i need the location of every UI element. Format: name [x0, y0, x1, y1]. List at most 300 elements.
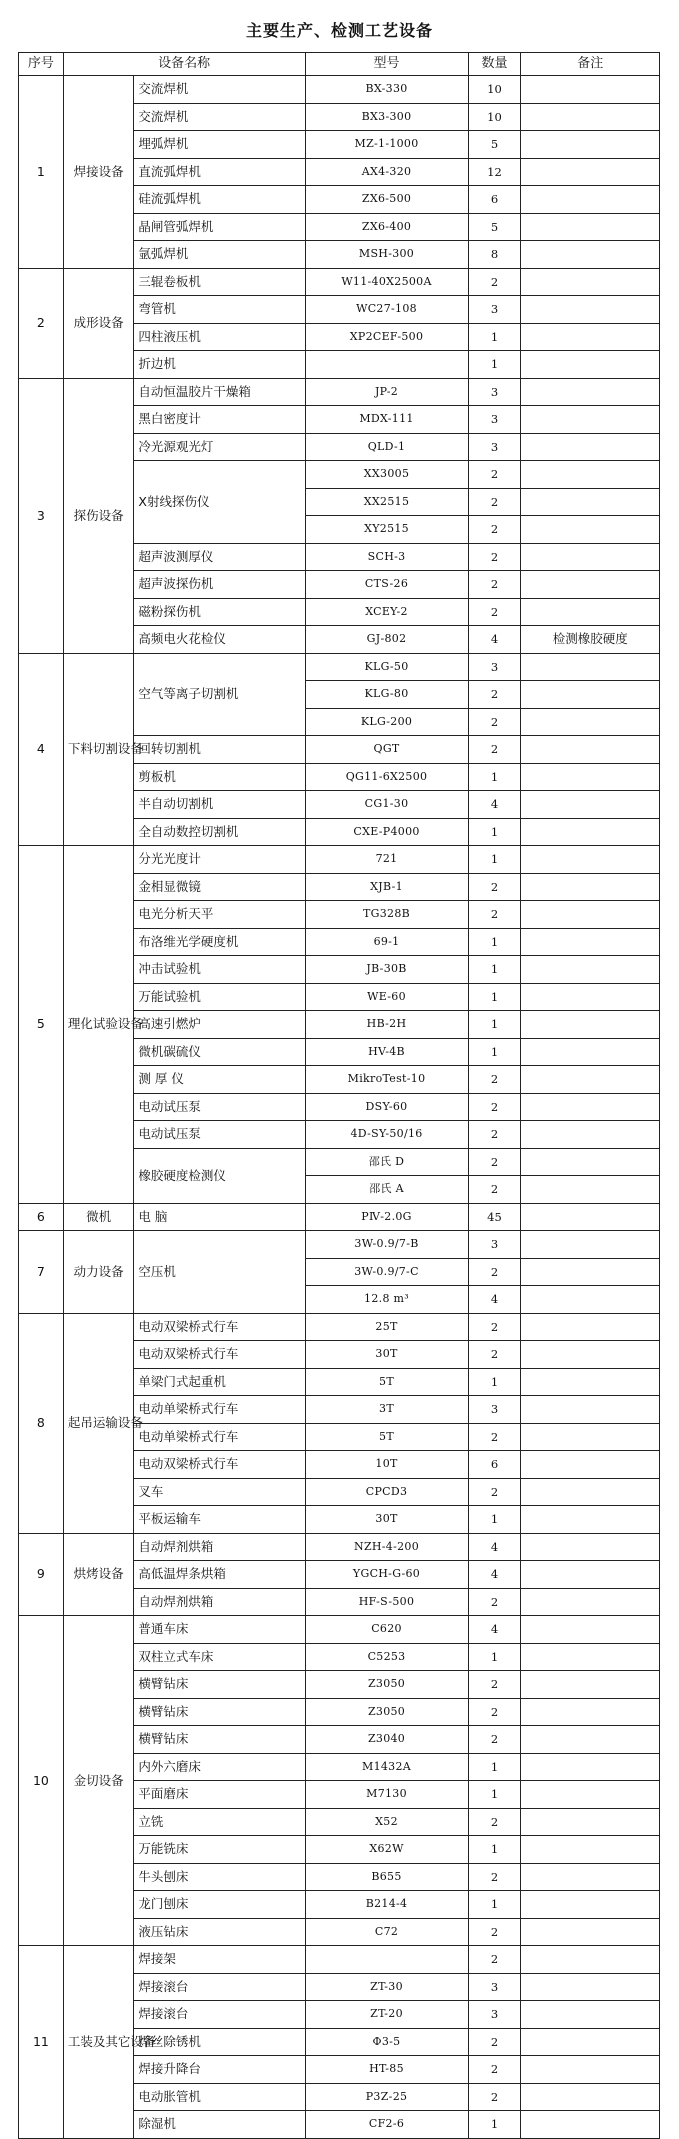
equipment-quantity: 2: [468, 1176, 521, 1204]
equipment-remark: [521, 1258, 660, 1286]
equipment-remark: [521, 763, 660, 791]
equipment-quantity: 3: [468, 653, 521, 681]
equipment-model: X62W: [305, 1836, 468, 1864]
equipment-remark: [521, 598, 660, 626]
equipment-quantity: 2: [468, 1588, 521, 1616]
equipment-name: 自动焊剂烘箱: [134, 1588, 305, 1616]
group-number: 4: [19, 653, 64, 846]
equipment-model: 3T: [305, 1396, 468, 1424]
equipment-model: XCEY-2: [305, 598, 468, 626]
equipment-remark: [521, 186, 660, 214]
equipment-name: 高速引燃炉: [134, 1011, 305, 1039]
equipment-name: 普通车床: [134, 1616, 305, 1644]
equipment-quantity: 2: [468, 1808, 521, 1836]
equipment-quantity: 4: [468, 1286, 521, 1314]
equipment-remark: [521, 1616, 660, 1644]
equipment-quantity: 1: [468, 1836, 521, 1864]
equipment-remark: [521, 956, 660, 984]
equipment-quantity: 2: [468, 1671, 521, 1699]
equipment-model: 10T: [305, 1451, 468, 1479]
equipment-model: 721: [305, 846, 468, 874]
equipment-remark: [521, 158, 660, 186]
table-row: [19, 378, 660, 406]
equipment-name: 弯管机: [134, 296, 305, 324]
equipment-quantity: 2: [468, 1093, 521, 1121]
equipment-quantity: 2: [468, 1258, 521, 1286]
equipment-remark: [521, 1038, 660, 1066]
equipment-quantity: 3: [468, 1231, 521, 1259]
equipment-model: XX2515: [305, 488, 468, 516]
equipment-remark: [521, 1203, 660, 1231]
equipment-remark: [521, 1506, 660, 1534]
equipment-remark: [521, 1863, 660, 1891]
equipment-quantity: 4: [468, 626, 521, 654]
equipment-quantity: 2: [468, 1423, 521, 1451]
header-model: 型号: [305, 53, 468, 76]
equipment-quantity: 2: [468, 516, 521, 544]
equipment-remark: [521, 846, 660, 874]
equipment-name: 电动试压泵: [134, 1121, 305, 1149]
equipment-model: B655: [305, 1863, 468, 1891]
equipment-quantity: 2: [468, 1863, 521, 1891]
equipment-model: HV-4B: [305, 1038, 468, 1066]
equipment-remark: [521, 653, 660, 681]
group-number: 8: [19, 1313, 64, 1533]
equipment-model: PⅣ-2.0G: [305, 1203, 468, 1231]
header-row: [19, 53, 660, 76]
equipment-quantity: 3: [468, 1396, 521, 1424]
group-number: 1: [19, 76, 64, 269]
equipment-name: 空压机: [134, 1231, 305, 1314]
equipment-remark: [521, 488, 660, 516]
equipment-model: QLD-1: [305, 433, 468, 461]
header-qty: 数量: [468, 53, 521, 76]
table-row: [19, 1946, 660, 1974]
equipment-quantity: 2: [468, 681, 521, 709]
equipment-model: ZT-30: [305, 1973, 468, 2001]
equipment-name: 万能铣床: [134, 1836, 305, 1864]
equipment-remark: [521, 2028, 660, 2056]
equipment-name: 剪板机: [134, 763, 305, 791]
equipment-model: JB-30B: [305, 956, 468, 984]
equipment-model: AX4-320: [305, 158, 468, 186]
equipment-model: WE-60: [305, 983, 468, 1011]
equipment-quantity: 1: [468, 2111, 521, 2139]
equipment-model: W11-40X2500A: [305, 268, 468, 296]
equipment-remark: [521, 873, 660, 901]
equipment-quantity: 2: [468, 901, 521, 929]
equipment-name: 氩弧焊机: [134, 241, 305, 269]
group-number: 9: [19, 1533, 64, 1616]
equipment-model: CTS-26: [305, 571, 468, 599]
equipment-remark: [521, 516, 660, 544]
equipment-name: 埋弧焊机: [134, 131, 305, 159]
equipment-quantity: 12: [468, 158, 521, 186]
table-row: [19, 1231, 660, 1259]
equipment-quantity: 1: [468, 928, 521, 956]
equipment-name: 全自动数控切割机: [134, 818, 305, 846]
equipment-remark: [521, 2083, 660, 2111]
equipment-model: SCH-3: [305, 543, 468, 571]
equipment-quantity: 45: [468, 1203, 521, 1231]
equipment-name: 电动试压泵: [134, 1093, 305, 1121]
equipment-model: KLG-80: [305, 681, 468, 709]
equipment-name: 龙门刨床: [134, 1891, 305, 1919]
equipment-name: 电动双梁桥式行车: [134, 1341, 305, 1369]
equipment-remark: [521, 681, 660, 709]
equipment-remark: [521, 1093, 660, 1121]
group-category: 探伤设备: [63, 378, 134, 653]
equipment-name: 三辊卷板机: [134, 268, 305, 296]
equipment-remark: [521, 2001, 660, 2029]
equipment-model: BX3-300: [305, 103, 468, 131]
equipment-name: 微机碳硫仪: [134, 1038, 305, 1066]
equipment-quantity: 2: [468, 488, 521, 516]
equipment-quantity: 10: [468, 76, 521, 104]
equipment-quantity: 1: [468, 983, 521, 1011]
equipment-name: 交流焊机: [134, 103, 305, 131]
equipment-model: KLG-50: [305, 653, 468, 681]
equipment-remark: [521, 818, 660, 846]
equipment-model: C620: [305, 1616, 468, 1644]
equipment-name: 高频电火花检仪: [134, 626, 305, 654]
equipment-model: [305, 351, 468, 379]
equipment-remark: [521, 736, 660, 764]
equipment-remark: [521, 1973, 660, 2001]
equipment-model: Z3040: [305, 1726, 468, 1754]
equipment-model: 69-1: [305, 928, 468, 956]
equipment-name: 自动恒温胶片干燥箱: [134, 378, 305, 406]
equipment-remark: [521, 433, 660, 461]
equipment-remark: [521, 708, 660, 736]
equipment-remark: [521, 1753, 660, 1781]
equipment-name: 叉车: [134, 1478, 305, 1506]
equipment-model: MZ-1-1000: [305, 131, 468, 159]
equipment-name: 超声波测厚仪: [134, 543, 305, 571]
equipment-name: 焊丝除锈机: [134, 2028, 305, 2056]
equipment-quantity: 1: [468, 846, 521, 874]
equipment-remark: [521, 1891, 660, 1919]
equipment-name: 黑白密度计: [134, 406, 305, 434]
equipment-name: 横臂钻床: [134, 1698, 305, 1726]
equipment-quantity: 1: [468, 818, 521, 846]
equipment-model: 30T: [305, 1506, 468, 1534]
equipment-remark: [521, 571, 660, 599]
equipment-remark: [521, 1918, 660, 1946]
table-body: [19, 76, 660, 2139]
equipment-remark: [521, 1561, 660, 1589]
equipment-remark: [521, 131, 660, 159]
equipment-remark: [521, 1726, 660, 1754]
equipment-remark: [521, 1341, 660, 1369]
equipment-remark: [521, 378, 660, 406]
equipment-quantity: 2: [468, 598, 521, 626]
group-category: 理化试验设备: [63, 846, 134, 1204]
equipment-name: 四柱液压机: [134, 323, 305, 351]
equipment-remark: [521, 1808, 660, 1836]
equipment-model: CF2-6: [305, 2111, 468, 2139]
group-number: 10: [19, 1616, 64, 1946]
equipment-name: 磁粉探伤机: [134, 598, 305, 626]
equipment-name: 冷光源观光灯: [134, 433, 305, 461]
equipment-model: XY2515: [305, 516, 468, 544]
group-number: 7: [19, 1231, 64, 1314]
equipment-model: TG328B: [305, 901, 468, 929]
equipment-name: 电动胀管机: [134, 2083, 305, 2111]
equipment-quantity: 4: [468, 791, 521, 819]
equipment-remark: [521, 1011, 660, 1039]
equipment-model: Z3050: [305, 1698, 468, 1726]
group-number: 2: [19, 268, 64, 378]
equipment-model: 5T: [305, 1423, 468, 1451]
equipment-remark: [521, 1066, 660, 1094]
equipment-remark: [521, 1698, 660, 1726]
equipment-quantity: 3: [468, 406, 521, 434]
equipment-name: 平面磨床: [134, 1781, 305, 1809]
equipment-remark: [521, 76, 660, 104]
equipment-model: XP2CEF-500: [305, 323, 468, 351]
equipment-remark: [521, 1643, 660, 1671]
equipment-quantity: 8: [468, 241, 521, 269]
equipment-name: 金相显微镜: [134, 873, 305, 901]
equipment-name: 内外六磨床: [134, 1753, 305, 1781]
equipment-name: 电动双梁桥式行车: [134, 1313, 305, 1341]
equipment-model: 邵氏 D: [305, 1148, 468, 1176]
equipment-name: 冲击试验机: [134, 956, 305, 984]
equipment-quantity: 2: [468, 1698, 521, 1726]
equipment-remark: [521, 1148, 660, 1176]
equipment-model: QGT: [305, 736, 468, 764]
equipment-quantity: 2: [468, 1313, 521, 1341]
group-category: 焊接设备: [63, 76, 134, 269]
equipment-remark: [521, 1121, 660, 1149]
equipment-model: Φ3-5: [305, 2028, 468, 2056]
equipment-name: 交流焊机: [134, 76, 305, 104]
equipment-model: 4D-SY-50/16: [305, 1121, 468, 1149]
equipment-quantity: 1: [468, 1643, 521, 1671]
equipment-model: ZT-20: [305, 2001, 468, 2029]
equipment-name: 万能试验机: [134, 983, 305, 1011]
equipment-quantity: 2: [468, 461, 521, 489]
equipment-name: 电 脑: [134, 1203, 305, 1231]
equipment-model: JP-2: [305, 378, 468, 406]
group-category: 工装及其它设备: [63, 1946, 134, 2139]
equipment-model: HF-S-500: [305, 1588, 468, 1616]
equipment-quantity: 2: [468, 2028, 521, 2056]
group-category: 烘烤设备: [63, 1533, 134, 1616]
equipment-model: XJB-1: [305, 873, 468, 901]
equipment-name: 电动双梁桥式行车: [134, 1451, 305, 1479]
equipment-model: BX-330: [305, 76, 468, 104]
equipment-remark: [521, 2111, 660, 2139]
equipment-name: 焊接滚台: [134, 2001, 305, 2029]
equipment-name: 横臂钻床: [134, 1671, 305, 1699]
equipment-quantity: 2: [468, 268, 521, 296]
equipment-quantity: 2: [468, 1066, 521, 1094]
equipment-name: 除湿机: [134, 2111, 305, 2139]
equipment-quantity: 4: [468, 1533, 521, 1561]
table-row: [19, 1203, 660, 1231]
equipment-quantity: 1: [468, 1038, 521, 1066]
equipment-name: 空气等离子切割机: [134, 653, 305, 736]
equipment-model: M7130: [305, 1781, 468, 1809]
equipment-model: 5T: [305, 1368, 468, 1396]
equipment-model: CG1-30: [305, 791, 468, 819]
equipment-name: 回转切割机: [134, 736, 305, 764]
equipment-quantity: 2: [468, 736, 521, 764]
equipment-remark: [521, 1533, 660, 1561]
equipment-remark: [521, 1588, 660, 1616]
equipment-remark: [521, 1451, 660, 1479]
equipment-quantity: 3: [468, 1973, 521, 2001]
equipment-quantity: 2: [468, 1341, 521, 1369]
equipment-remark: [521, 406, 660, 434]
equipment-name: 焊接架: [134, 1946, 305, 1974]
equipment-model: ZX6-500: [305, 186, 468, 214]
equipment-quantity: 2: [468, 1918, 521, 1946]
equipment-name: 平板运输车: [134, 1506, 305, 1534]
equipment-model: MikroTest-10: [305, 1066, 468, 1094]
equipment-remark: [521, 1396, 660, 1424]
equipment-quantity: 1: [468, 1506, 521, 1534]
equipment-model: P3Z-25: [305, 2083, 468, 2111]
equipment-quantity: 1: [468, 763, 521, 791]
equipment-name: 牛头刨床: [134, 1863, 305, 1891]
equipment-model: 邵氏 A: [305, 1176, 468, 1204]
equipment-name: 横臂钻床: [134, 1726, 305, 1754]
equipment-name: 电动单梁桥式行车: [134, 1423, 305, 1451]
equipment-quantity: 1: [468, 1753, 521, 1781]
equipment-model: MSH-300: [305, 241, 468, 269]
equipment-remark: [521, 928, 660, 956]
equipment-name: 晶闸管弧焊机: [134, 213, 305, 241]
equipment-name: 双柱立式车床: [134, 1643, 305, 1671]
table-row: [19, 653, 660, 681]
equipment-remark: [521, 1313, 660, 1341]
equipment-name: 电光分析天平: [134, 901, 305, 929]
equipment-model: Z3050: [305, 1671, 468, 1699]
equipment-model: GJ-802: [305, 626, 468, 654]
equipment-model: DSY-60: [305, 1093, 468, 1121]
equipment-remark: [521, 901, 660, 929]
equipment-name: 分光光度计: [134, 846, 305, 874]
equipment-quantity: 2: [468, 2083, 521, 2111]
equipment-remark: [521, 1478, 660, 1506]
equipment-model: 12.8 m³: [305, 1286, 468, 1314]
equipment-table: [18, 52, 660, 2139]
equipment-quantity: 1: [468, 1368, 521, 1396]
equipment-remark: [521, 1368, 660, 1396]
equipment-model: 25T: [305, 1313, 468, 1341]
equipment-model: WC27-108: [305, 296, 468, 324]
table-row: [19, 1313, 660, 1341]
equipment-remark: [521, 213, 660, 241]
equipment-quantity: 3: [468, 433, 521, 461]
equipment-remark: [521, 296, 660, 324]
equipment-model: ZX6-400: [305, 213, 468, 241]
equipment-model: CXE-P4000: [305, 818, 468, 846]
group-category: 下料切割设备: [63, 653, 134, 846]
table-row: [19, 1616, 660, 1644]
equipment-quantity: 4: [468, 1561, 521, 1589]
equipment-model: [305, 1946, 468, 1974]
group-number: 3: [19, 378, 64, 653]
equipment-name: 折边机: [134, 351, 305, 379]
equipment-remark: [521, 323, 660, 351]
equipment-remark: [521, 1423, 660, 1451]
equipment-name: 布洛维光学硬度机: [134, 928, 305, 956]
header-no: 序号: [19, 53, 64, 76]
group-number: 11: [19, 1946, 64, 2139]
equipment-name: X射线探伤仪: [134, 461, 305, 544]
equipment-quantity: 2: [468, 2056, 521, 2084]
group-number: 6: [19, 1203, 64, 1231]
equipment-quantity: 2: [468, 1946, 521, 1974]
equipment-quantity: 1: [468, 1781, 521, 1809]
equipment-quantity: 6: [468, 186, 521, 214]
group-category: 成形设备: [63, 268, 134, 378]
equipment-remark: [521, 2056, 660, 2084]
equipment-model: CPCD3: [305, 1478, 468, 1506]
equipment-name: 自动焊剂烘箱: [134, 1533, 305, 1561]
equipment-model: MDX-111: [305, 406, 468, 434]
equipment-remark: [521, 1836, 660, 1864]
equipment-quantity: 5: [468, 213, 521, 241]
equipment-quantity: 3: [468, 296, 521, 324]
equipment-name: 橡胶硬度检测仪: [134, 1148, 305, 1203]
equipment-quantity: 4: [468, 1616, 521, 1644]
equipment-remark: [521, 1781, 660, 1809]
equipment-remark: [521, 1946, 660, 1974]
page-title: 主要生产、检测工艺设备: [245, 21, 433, 40]
equipment-quantity: 2: [468, 873, 521, 901]
equipment-name: 高低温焊条烘箱: [134, 1561, 305, 1589]
equipment-name: 硅流弧焊机: [134, 186, 305, 214]
equipment-name: 液压钻床: [134, 1918, 305, 1946]
equipment-quantity: 5: [468, 131, 521, 159]
equipment-quantity: 2: [468, 1726, 521, 1754]
equipment-quantity: 1: [468, 956, 521, 984]
equipment-name: 电动单梁桥式行车: [134, 1396, 305, 1424]
header-name: 设备名称: [63, 53, 305, 76]
table-row: [19, 268, 660, 296]
equipment-quantity: 1: [468, 351, 521, 379]
equipment-remark: [521, 1176, 660, 1204]
equipment-model: C72: [305, 1918, 468, 1946]
equipment-model: 3W-0.9/7-B: [305, 1231, 468, 1259]
equipment-model: NZH-4-200: [305, 1533, 468, 1561]
equipment-remark: [521, 791, 660, 819]
equipment-name: 直流弧焊机: [134, 158, 305, 186]
equipment-quantity: 2: [468, 543, 521, 571]
equipment-name: 焊接滚台: [134, 1973, 305, 2001]
table-row: [19, 76, 660, 104]
equipment-quantity: 3: [468, 2001, 521, 2029]
equipment-remark: [521, 268, 660, 296]
equipment-model: QG11-6X2500: [305, 763, 468, 791]
equipment-remark: [521, 983, 660, 1011]
equipment-quantity: 1: [468, 1891, 521, 1919]
group-category: 起吊运输设备: [63, 1313, 134, 1533]
equipment-quantity: 2: [468, 1121, 521, 1149]
equipment-remark: [521, 103, 660, 131]
equipment-remark: [521, 543, 660, 571]
equipment-name: 超声波探伤机: [134, 571, 305, 599]
equipment-quantity: 6: [468, 1451, 521, 1479]
equipment-model: KLG-200: [305, 708, 468, 736]
equipment-model: HB-2H: [305, 1011, 468, 1039]
table-row: [19, 846, 660, 874]
